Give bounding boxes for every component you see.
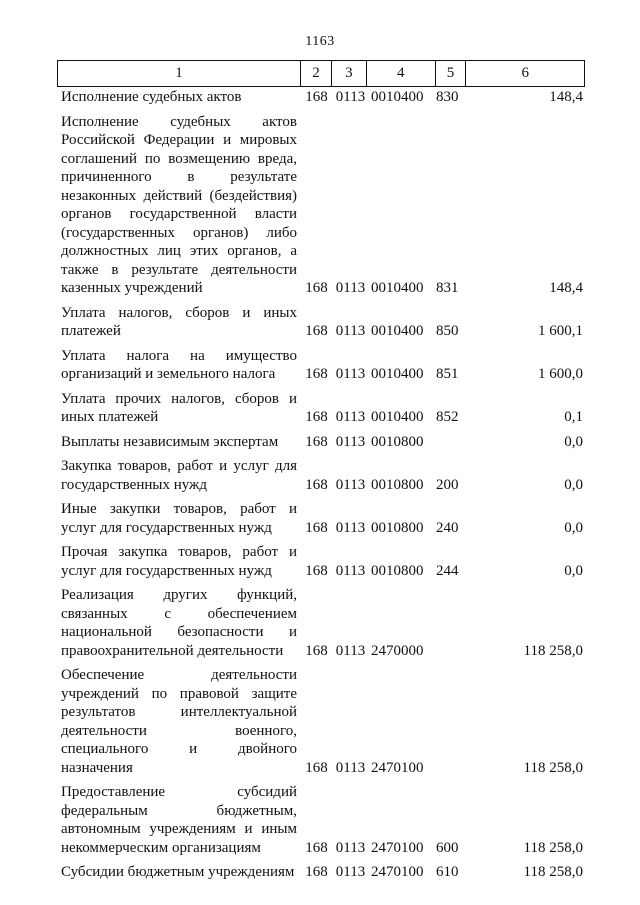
row-amount: 0,0 [564,519,583,536]
row-col-2: 168 [305,366,328,382]
table-row [57,500,585,537]
row-description: Субсидии бюджетным учреждениям [61,864,295,880]
row-description: Иные закупки товаров, работ и услуг для государственных нужд [61,501,297,536]
table-row [57,863,585,882]
row-col-4: 0010400 [371,89,424,105]
table-row [57,666,585,777]
table-header [57,60,585,87]
row-col-3: 0113 [335,839,366,856]
row-col-3: 0113 [335,323,366,339]
row-col-3: 0113 [335,759,366,776]
row-col-3: 0113 [335,366,366,382]
header-col-5: 5 [436,61,467,86]
row-amount: 118 258,0 [523,864,583,880]
row-col-5: 831 [436,280,459,296]
row-col-4: 2470100 [371,759,424,776]
row-col-5: 240 [436,519,459,536]
row-col-2: 168 [305,89,328,105]
row-col-5: 244 [436,562,459,579]
header-col-1: 1 [58,61,301,86]
row-col-3: 0113 [335,864,366,880]
header-col-2: 2 [301,61,332,86]
row-col-4: 0010400 [371,366,424,382]
table-row [57,586,585,660]
row-col-5: 852 [436,409,459,425]
row-col-2: 168 [305,433,328,450]
row-col-2: 168 [305,476,328,493]
row-amount: 0,0 [564,476,583,493]
table-row [57,390,585,427]
row-amount: 148,4 [549,89,583,105]
row-col-2: 168 [305,839,328,856]
row-description: Исполнение судебных актов [61,89,242,105]
row-col-4: 0010800 [371,476,424,493]
row-description: Уплата налогов, сборов и иных платежей [61,304,297,339]
header-col-6: 6 [521,65,529,81]
row-col-4: 2470000 [371,642,424,659]
row-col-2: 168 [305,562,328,579]
row-col-4: 0010800 [371,562,424,579]
row-amount: 1 600,1 [538,323,583,339]
row-col-2: 168 [305,864,328,880]
row-amount: 118 258,0 [523,642,583,659]
row-amount: 118 258,0 [523,839,583,856]
table-row [57,304,585,341]
row-col-3: 0113 [335,476,366,493]
row-col-2: 168 [305,519,328,536]
row-description: Предоставление субсидий федеральным бюджетным, автономным учреждениям и иным некоммерческим организациям [61,784,297,856]
row-description: Выплаты независимым экспертам [61,433,279,450]
row-col-3: 0113 [335,89,366,105]
row-col-2: 168 [305,323,328,339]
row-col-5: 851 [436,366,459,382]
row-col-3: 0113 [335,519,366,536]
row-amount: 0,1 [564,409,583,425]
row-col-3: 0113 [335,433,366,450]
row-col-2: 168 [305,759,328,776]
row-col-3: 0113 [335,409,366,425]
row-description: Обеспечение деятельности учреждений по правовой защите результатов интеллектуальной деятельности военного, специального и двойного назначения [61,667,297,776]
row-amount: 148,4 [549,280,583,296]
budget-table-body [57,88,585,888]
row-description: Исполнение судебных актов Российской Федерации и мировых соглашений по возмещению вреда, причиненного в результате незаконных действий (бездействия) органов государственной власти (государственных органов) либо должностных лиц этих органов, а также в результате деятельности казенных учреждений [61,113,297,296]
row-col-4: 2470100 [371,864,424,880]
header-col-4: 4 [367,61,436,86]
row-col-5: 610 [436,864,459,880]
row-amount: 0,0 [564,562,583,579]
row-col-4: 2470100 [371,839,424,856]
table-row [57,457,585,494]
page-number: 1163 [305,34,335,49]
table-row [57,543,585,580]
header-col-3: 3 [332,61,367,86]
row-amount: 0,0 [564,433,583,450]
row-col-4: 0010800 [371,519,424,536]
row-description: Уплата прочих налогов, сборов и иных платежей [61,390,297,425]
row-col-5: 830 [436,89,459,105]
row-col-4: 0010400 [371,323,424,339]
row-col-4: 0010400 [371,280,424,296]
row-amount: 118 258,0 [523,759,583,776]
row-col-5: 600 [436,839,459,856]
table-row [57,433,585,452]
row-amount: 1 600,0 [538,366,583,382]
row-col-3: 0113 [335,642,366,659]
row-col-2: 168 [305,409,328,425]
table-row [57,113,585,298]
row-col-5: 850 [436,323,459,339]
row-col-3: 0113 [335,562,366,579]
table-row [57,783,585,857]
row-col-2: 168 [305,642,328,659]
row-col-4: 0010800 [371,433,424,450]
row-col-5: 200 [436,476,459,493]
row-col-3: 0113 [335,280,366,296]
table-row [57,347,585,384]
row-description: Прочая закупка товаров, работ и услуг для государственных нужд [61,544,297,579]
row-description: Уплата налога на имущество организаций и земельного налога [61,347,297,382]
table-row [57,88,585,107]
row-col-2: 168 [305,280,328,296]
row-col-4: 0010400 [371,409,424,425]
row-description: Закупка товаров, работ и услуг для государственных нужд [61,458,297,493]
row-description: Реализация других функций, связанных с обеспечением национальной безопасности и правоохранительной деятельности [61,587,297,659]
